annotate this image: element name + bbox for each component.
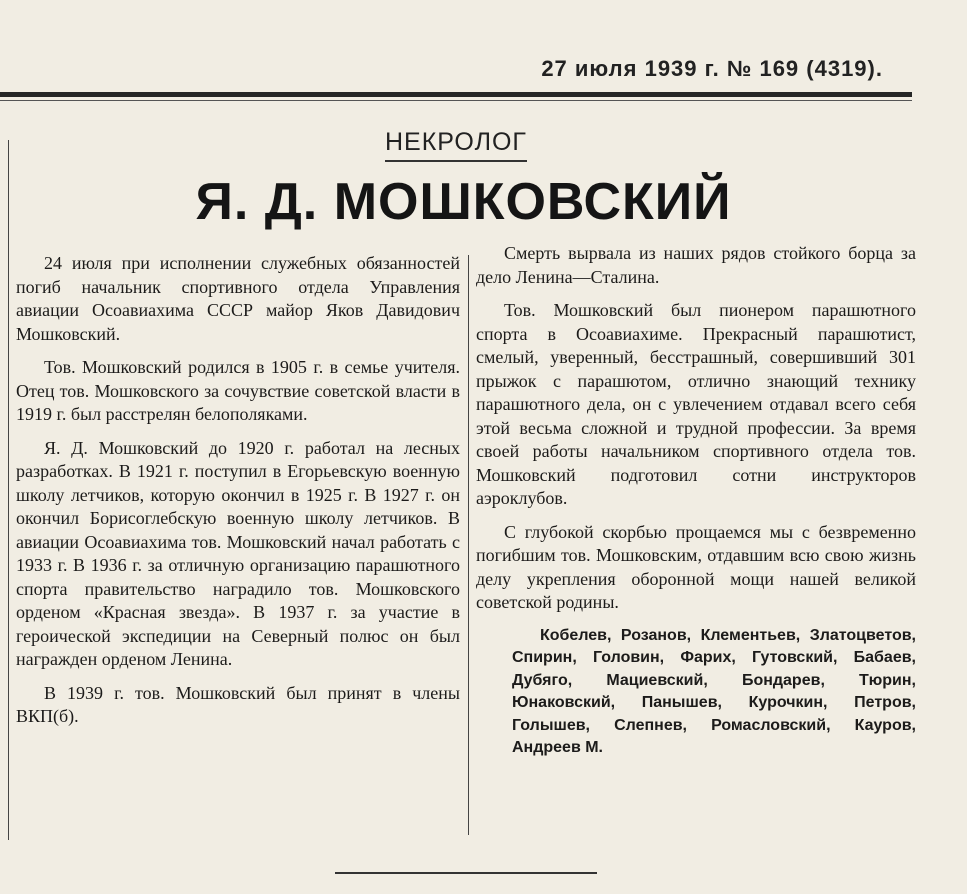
paragraph: Смерть вырвала из наших рядов стойкого борца за дело Ленина—Сталина. (476, 243, 916, 287)
paragraph: Тов. Мошковский родился в 1905 г. в семье учителя. Отец тов. Мошковского за сочувствие советской власти в 1919 г. был расстрелян белополяками. (16, 357, 460, 424)
article-headline: Я. Д. МОШКОВСКИЙ (195, 173, 732, 231)
column-divider (468, 255, 469, 835)
paragraph: 24 июля при исполнении служебных обязанностей погиб начальник спортивного отдела Управления авиации Осоавиахима СССР майор Яков Давидович Мошковский. (16, 253, 460, 344)
paragraph: Тов. Мошковский был пионером парашютного спорта в Осоавиахиме. Прекрасный парашютист, смелый, уверенный, бесстрашный, совершивший 301 прыжок с парашютом, отлично знающий технику парашютного дела, он с увлечением отдавал всего себя этой весьма сложной и трудной профессии. За время своей работы начальником спортивного отдела тов. Мошковский подготовил сотни инструкторов аэроклубов. (476, 300, 916, 508)
signatories-list: Кобелев, Розанов, Клементьев, Златоцветов, Спирин, Головин, Фарих, Гутовский, Бабаев, Дубяго, Мациевский, Бондарев, Тюрин, Юнаковский, Панышев, Курочкин, Петров, Голышев, Слепнев, Ромасловский, Кауров, Андреев М. (512, 626, 916, 756)
issue-dateline: 27 июля 1939 г. № 169 (4319). (541, 56, 883, 81)
left-border-rule (8, 140, 9, 840)
paragraph: Я. Д. Мошковский до 1920 г. работал на лесных разработках. В 1921 г. поступил в Егорьевскую военную школу летчиков, которую окончил в 1925 г. В 1927 г. он окончил Борисоглебскую военную школу летчиков. В авиации Осоавиахима тов. Мошковский начал работать с 1933 г. В 1936 г. за отличную организацию парашютного спорта правительство наградило тов. Мошковского орденом «Красная звезда». В 1937 г. за участие в героической экспедиции на Северный полюс он был награжден орденом Ленина. (16, 437, 460, 669)
section-kicker: НЕКРОЛОГ (385, 128, 527, 162)
masthead-rule (0, 92, 912, 97)
masthead-rule-thin (0, 100, 912, 101)
end-of-article-rule (335, 872, 597, 874)
paragraph: В 1939 г. тов. Мошковский был принят в члены ВКП(б). (16, 682, 460, 726)
article-column-left (16, 252, 460, 739)
paragraph: С глубокой скорбью прощаемся мы с безвременно погибшим тов. Мошковским, отдавшим всю свою жизнь делу укрепления оборонной мощи нашей великой советской родины. (476, 521, 916, 612)
article-column-right (476, 242, 916, 770)
